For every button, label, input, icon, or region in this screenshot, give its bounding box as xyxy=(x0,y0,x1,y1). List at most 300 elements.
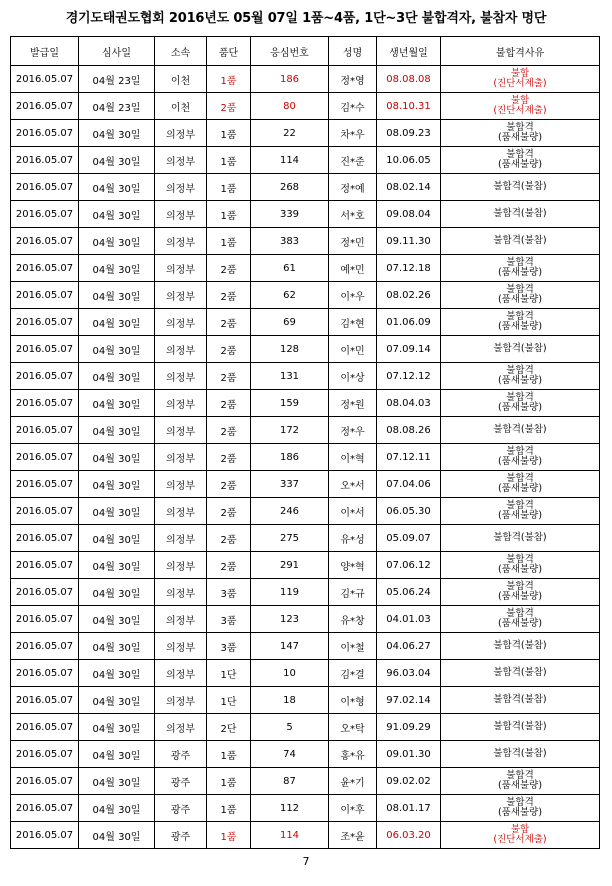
birthdate-cell: 05.06.24 xyxy=(377,579,441,606)
birthdate-cell: 08.04.03 xyxy=(377,390,441,417)
birthdate-cell: 04.01.03 xyxy=(377,606,441,633)
fail-reason-line: 불합격(불참) xyxy=(493,694,547,705)
table-row xyxy=(11,498,600,525)
fail-reason-line: 불합격 xyxy=(506,149,534,160)
fail-reason-cell xyxy=(441,822,600,849)
fail-reason-line: (품새불량) xyxy=(497,267,543,278)
exam-number-cell: 114 xyxy=(251,147,329,174)
issue-date-cell: 2016.05.07 xyxy=(11,498,79,525)
table-row xyxy=(11,471,600,498)
exam-date-cell: 04월 30일 xyxy=(79,444,155,471)
fail-reason-line: 불합격 xyxy=(506,284,534,295)
birthdate-cell: 08.02.26 xyxy=(377,282,441,309)
fail-reason-line: (품새불량) xyxy=(497,375,543,386)
exam-date-cell: 04월 30일 xyxy=(79,552,155,579)
name-cell: 유*성 xyxy=(329,525,377,552)
affiliation-cell: 이천 xyxy=(155,66,207,93)
fail-reason-line: 불합격 xyxy=(506,608,534,619)
fail-reason-line: 불합격 xyxy=(506,554,534,565)
table-row xyxy=(11,687,600,714)
exam-number-cell: 291 xyxy=(251,552,329,579)
name-cell: 정*예 xyxy=(329,174,377,201)
affiliation-cell: 의정부 xyxy=(155,201,207,228)
name-cell: 김*수 xyxy=(329,93,377,120)
fail-reason-line: (진단서제출) xyxy=(493,78,547,89)
table-row xyxy=(11,741,600,768)
exam-number-cell: 383 xyxy=(251,228,329,255)
issue-date-cell: 2016.05.07 xyxy=(11,282,79,309)
fail-reason-cell xyxy=(441,714,600,741)
exam-date-cell: 04월 30일 xyxy=(79,228,155,255)
exam-number-cell: 10 xyxy=(251,660,329,687)
name-cell: 정*민 xyxy=(329,228,377,255)
birthdate-cell: 09.01.30 xyxy=(377,741,441,768)
header-exam-number: 응심번호 xyxy=(251,37,329,66)
fail-reason-cell xyxy=(441,201,600,228)
rank-cell: 1품 xyxy=(207,768,251,795)
table-row xyxy=(11,309,600,336)
rank-cell: 2단 xyxy=(207,714,251,741)
fail-reason-line: (진단서제출) xyxy=(493,105,547,116)
affiliation-cell: 의정부 xyxy=(155,309,207,336)
fail-reason-cell xyxy=(441,687,600,714)
table-row xyxy=(11,363,600,390)
fail-reason-line: 불합격 xyxy=(506,122,534,133)
results-table xyxy=(10,36,600,849)
birthdate-cell: 04.06.27 xyxy=(377,633,441,660)
rank-cell: 1단 xyxy=(207,660,251,687)
exam-date-cell: 04월 30일 xyxy=(79,471,155,498)
issue-date-cell: 2016.05.07 xyxy=(11,309,79,336)
rank-cell: 1품 xyxy=(207,201,251,228)
affiliation-cell: 의정부 xyxy=(155,579,207,606)
exam-number-cell: 112 xyxy=(251,795,329,822)
affiliation-cell: 의정부 xyxy=(155,687,207,714)
name-cell: 유*창 xyxy=(329,606,377,633)
fail-reason-line: 불합격 xyxy=(506,392,534,403)
issue-date-cell: 2016.05.07 xyxy=(11,606,79,633)
exam-number-cell: 5 xyxy=(251,714,329,741)
birthdate-cell: 06.05.30 xyxy=(377,498,441,525)
exam-date-cell: 04월 30일 xyxy=(79,417,155,444)
birthdate-cell: 07.09.14 xyxy=(377,336,441,363)
exam-date-cell: 04월 30일 xyxy=(79,336,155,363)
birthdate-cell: 07.12.11 xyxy=(377,444,441,471)
fail-reason-line: 불합격(불참) xyxy=(493,532,547,543)
exam-date-cell: 04월 30일 xyxy=(79,795,155,822)
table-row xyxy=(11,768,600,795)
table-row xyxy=(11,120,600,147)
fail-reason-line: (품새불량) xyxy=(497,483,543,494)
name-cell: 윤*기 xyxy=(329,768,377,795)
name-cell: 김*현 xyxy=(329,309,377,336)
fail-reason-cell xyxy=(441,552,600,579)
exam-number-cell: 147 xyxy=(251,633,329,660)
fail-reason-line: (품새불량) xyxy=(497,159,543,170)
rank-cell: 1품 xyxy=(207,147,251,174)
issue-date-cell: 2016.05.07 xyxy=(11,147,79,174)
fail-reason-line: 불합 xyxy=(510,95,530,106)
affiliation-cell: 광주 xyxy=(155,768,207,795)
name-cell: 김*결 xyxy=(329,660,377,687)
fail-reason-line: (품새불량) xyxy=(497,456,543,467)
table-row xyxy=(11,93,600,120)
fail-reason-line: 불합격 xyxy=(506,797,534,808)
fail-reason-cell xyxy=(441,147,600,174)
rank-cell: 2품 xyxy=(207,282,251,309)
fail-reason-line: (품새불량) xyxy=(497,294,543,305)
table-header-row xyxy=(11,37,600,66)
rank-cell: 3품 xyxy=(207,606,251,633)
header-issue-date: 발급일 xyxy=(11,37,79,66)
exam-number-cell: 128 xyxy=(251,336,329,363)
issue-date-cell: 2016.05.07 xyxy=(11,741,79,768)
table-body xyxy=(11,66,600,849)
issue-date-cell: 2016.05.07 xyxy=(11,336,79,363)
issue-date-cell: 2016.05.07 xyxy=(11,228,79,255)
fail-reason-cell xyxy=(441,390,600,417)
name-cell: 이*후 xyxy=(329,795,377,822)
birthdate-cell: 07.12.12 xyxy=(377,363,441,390)
affiliation-cell: 광주 xyxy=(155,741,207,768)
issue-date-cell: 2016.05.07 xyxy=(11,633,79,660)
issue-date-cell: 2016.05.07 xyxy=(11,444,79,471)
exam-number-cell: 159 xyxy=(251,390,329,417)
affiliation-cell: 의정부 xyxy=(155,552,207,579)
issue-date-cell: 2016.05.07 xyxy=(11,822,79,849)
name-cell: 이*혁 xyxy=(329,444,377,471)
fail-reason-cell xyxy=(441,228,600,255)
fail-reason-cell xyxy=(441,633,600,660)
birthdate-cell: 07.12.18 xyxy=(377,255,441,282)
table-row xyxy=(11,633,600,660)
birthdate-cell: 08.09.23 xyxy=(377,120,441,147)
issue-date-cell: 2016.05.07 xyxy=(11,579,79,606)
exam-number-cell: 114 xyxy=(251,822,329,849)
fail-reason-line: 불합격(불참) xyxy=(493,748,547,759)
table-row xyxy=(11,282,600,309)
rank-cell: 2품 xyxy=(207,309,251,336)
issue-date-cell: 2016.05.07 xyxy=(11,255,79,282)
issue-date-cell: 2016.05.07 xyxy=(11,714,79,741)
fail-reason-cell xyxy=(441,795,600,822)
fail-reason-line: 불합격 xyxy=(506,500,534,511)
fail-reason-line: 불합격 xyxy=(506,770,534,781)
fail-reason-line: 불합격(불참) xyxy=(493,640,547,651)
birthdate-cell: 96.03.04 xyxy=(377,660,441,687)
rank-cell: 2품 xyxy=(207,390,251,417)
exam-date-cell: 04월 30일 xyxy=(79,579,155,606)
issue-date-cell: 2016.05.07 xyxy=(11,660,79,687)
issue-date-cell: 2016.05.07 xyxy=(11,66,79,93)
exam-number-cell: 337 xyxy=(251,471,329,498)
birthdate-cell: 07.04.06 xyxy=(377,471,441,498)
name-cell: 정*우 xyxy=(329,417,377,444)
fail-reason-cell xyxy=(441,309,600,336)
table-row xyxy=(11,714,600,741)
rank-cell: 2품 xyxy=(207,255,251,282)
fail-reason-line: (품새불량) xyxy=(497,591,543,602)
name-cell: 진*준 xyxy=(329,147,377,174)
affiliation-cell: 의정부 xyxy=(155,147,207,174)
rank-cell: 2품 xyxy=(207,525,251,552)
name-cell: 홍*유 xyxy=(329,741,377,768)
name-cell: 서*호 xyxy=(329,201,377,228)
table-row xyxy=(11,552,600,579)
table-row xyxy=(11,417,600,444)
table-row xyxy=(11,336,600,363)
exam-number-cell: 186 xyxy=(251,66,329,93)
rank-cell: 2품 xyxy=(207,336,251,363)
exam-number-cell: 61 xyxy=(251,255,329,282)
page-number: 7 xyxy=(302,855,310,868)
name-cell: 이*우 xyxy=(329,282,377,309)
fail-reason-cell xyxy=(441,174,600,201)
affiliation-cell: 이천 xyxy=(155,93,207,120)
exam-number-cell: 80 xyxy=(251,93,329,120)
name-cell: 조*윤 xyxy=(329,822,377,849)
fail-reason-line: (품새불량) xyxy=(497,402,543,413)
table-row xyxy=(11,174,600,201)
rank-cell: 2품 xyxy=(207,93,251,120)
fail-reason-cell xyxy=(441,282,600,309)
exam-date-cell: 04월 23일 xyxy=(79,66,155,93)
fail-reason-line: (품새불량) xyxy=(497,321,543,332)
affiliation-cell: 의정부 xyxy=(155,336,207,363)
table-row xyxy=(11,579,600,606)
fail-reason-line: (품새불량) xyxy=(497,780,543,791)
fail-reason-line: 불합격(불참) xyxy=(493,721,547,732)
fail-reason-cell xyxy=(441,606,600,633)
exam-date-cell: 04월 30일 xyxy=(79,255,155,282)
issue-date-cell: 2016.05.07 xyxy=(11,93,79,120)
issue-date-cell: 2016.05.07 xyxy=(11,795,79,822)
fail-reason-cell xyxy=(441,66,600,93)
table-row xyxy=(11,660,600,687)
birthdate-cell: 08.01.17 xyxy=(377,795,441,822)
exam-number-cell: 62 xyxy=(251,282,329,309)
exam-date-cell: 04월 30일 xyxy=(79,768,155,795)
exam-date-cell: 04월 23일 xyxy=(79,93,155,120)
fail-reason-cell xyxy=(441,498,600,525)
exam-number-cell: 268 xyxy=(251,174,329,201)
fail-reason-line: 불합격 xyxy=(506,311,534,322)
issue-date-cell: 2016.05.07 xyxy=(11,390,79,417)
exam-number-cell: 246 xyxy=(251,498,329,525)
fail-reason-cell xyxy=(441,444,600,471)
rank-cell: 2품 xyxy=(207,417,251,444)
exam-date-cell: 04월 30일 xyxy=(79,741,155,768)
table-row xyxy=(11,795,600,822)
affiliation-cell: 의정부 xyxy=(155,606,207,633)
affiliation-cell: 의정부 xyxy=(155,282,207,309)
name-cell: 정*영 xyxy=(329,66,377,93)
issue-date-cell: 2016.05.07 xyxy=(11,552,79,579)
fail-reason-line: (품새불량) xyxy=(497,564,543,575)
issue-date-cell: 2016.05.07 xyxy=(11,417,79,444)
rank-cell: 1품 xyxy=(207,795,251,822)
rank-cell: 1품 xyxy=(207,66,251,93)
affiliation-cell: 의정부 xyxy=(155,660,207,687)
exam-number-cell: 186 xyxy=(251,444,329,471)
exam-number-cell: 87 xyxy=(251,768,329,795)
header-exam-date: 심사일 xyxy=(79,37,155,66)
table-row xyxy=(11,255,600,282)
fail-reason-cell xyxy=(441,660,600,687)
affiliation-cell: 의정부 xyxy=(155,714,207,741)
fail-reason-cell xyxy=(441,120,600,147)
exam-date-cell: 04월 30일 xyxy=(79,498,155,525)
birthdate-cell: 08.08.26 xyxy=(377,417,441,444)
birthdate-cell: 07.06.12 xyxy=(377,552,441,579)
header-affiliation: 소속 xyxy=(155,37,207,66)
fail-reason-cell xyxy=(441,525,600,552)
birthdate-cell: 09.08.04 xyxy=(377,201,441,228)
fail-reason-cell xyxy=(441,93,600,120)
header-birthdate: 생년월일 xyxy=(377,37,441,66)
birthdate-cell: 97.02.14 xyxy=(377,687,441,714)
fail-reason-cell xyxy=(441,255,600,282)
name-cell: 오*서 xyxy=(329,471,377,498)
name-cell: 정*원 xyxy=(329,390,377,417)
exam-number-cell: 131 xyxy=(251,363,329,390)
fail-reason-line: 불합격 xyxy=(506,365,534,376)
exam-number-cell: 275 xyxy=(251,525,329,552)
rank-cell: 1품 xyxy=(207,741,251,768)
issue-date-cell: 2016.05.07 xyxy=(11,471,79,498)
name-cell: 양*혁 xyxy=(329,552,377,579)
issue-date-cell: 2016.05.07 xyxy=(11,120,79,147)
fail-reason-line: 불합 xyxy=(510,68,530,79)
affiliation-cell: 의정부 xyxy=(155,417,207,444)
name-cell: 이*철 xyxy=(329,633,377,660)
fail-reason-cell xyxy=(441,741,600,768)
affiliation-cell: 광주 xyxy=(155,795,207,822)
exam-number-cell: 22 xyxy=(251,120,329,147)
header-rank: 품단 xyxy=(207,37,251,66)
rank-cell: 2품 xyxy=(207,498,251,525)
name-cell: 이*상 xyxy=(329,363,377,390)
exam-number-cell: 339 xyxy=(251,201,329,228)
birthdate-cell: 06.03.20 xyxy=(377,822,441,849)
name-cell: 이*서 xyxy=(329,498,377,525)
rank-cell: 1품 xyxy=(207,120,251,147)
name-cell: 김*규 xyxy=(329,579,377,606)
affiliation-cell: 의정부 xyxy=(155,255,207,282)
header-fail-reason: 불합격사유 xyxy=(441,37,600,66)
birthdate-cell: 08.08.08 xyxy=(377,66,441,93)
fail-reason-line: 불합격(불참) xyxy=(493,667,547,678)
birthdate-cell: 10.06.05 xyxy=(377,147,441,174)
exam-number-cell: 123 xyxy=(251,606,329,633)
fail-reason-line: 불합 xyxy=(510,824,530,835)
header-name: 성명 xyxy=(329,37,377,66)
fail-reason-cell xyxy=(441,471,600,498)
fail-reason-line: (품새불량) xyxy=(497,510,543,521)
exam-date-cell: 04월 30일 xyxy=(79,282,155,309)
exam-date-cell: 04월 30일 xyxy=(79,174,155,201)
table-row xyxy=(11,66,600,93)
fail-reason-line: 불합격 xyxy=(506,581,534,592)
name-cell: 이*민 xyxy=(329,336,377,363)
affiliation-cell: 의정부 xyxy=(155,390,207,417)
exam-date-cell: 04월 30일 xyxy=(79,606,155,633)
table-row xyxy=(11,228,600,255)
affiliation-cell: 의정부 xyxy=(155,363,207,390)
affiliation-cell: 의정부 xyxy=(155,228,207,255)
table-row xyxy=(11,606,600,633)
exam-date-cell: 04월 30일 xyxy=(79,687,155,714)
fail-reason-line: (품새불량) xyxy=(497,132,543,143)
name-cell: 오*탁 xyxy=(329,714,377,741)
affiliation-cell: 의정부 xyxy=(155,471,207,498)
table-row xyxy=(11,444,600,471)
issue-date-cell: 2016.05.07 xyxy=(11,363,79,390)
fail-reason-line: 불합격 xyxy=(506,257,534,268)
exam-number-cell: 18 xyxy=(251,687,329,714)
rank-cell: 1품 xyxy=(207,174,251,201)
exam-date-cell: 04월 30일 xyxy=(79,309,155,336)
affiliation-cell: 광주 xyxy=(155,822,207,849)
issue-date-cell: 2016.05.07 xyxy=(11,525,79,552)
birthdate-cell: 05.09.07 xyxy=(377,525,441,552)
affiliation-cell: 의정부 xyxy=(155,498,207,525)
affiliation-cell: 의정부 xyxy=(155,525,207,552)
rank-cell: 2품 xyxy=(207,444,251,471)
fail-reason-line: (진단서제출) xyxy=(493,834,547,845)
fail-reason-cell xyxy=(441,336,600,363)
fail-reason-line: 불합격(불참) xyxy=(493,343,547,354)
affiliation-cell: 의정부 xyxy=(155,633,207,660)
exam-date-cell: 04월 30일 xyxy=(79,660,155,687)
rank-cell: 3품 xyxy=(207,633,251,660)
birthdate-cell: 09.02.02 xyxy=(377,768,441,795)
fail-reason-line: (품새불량) xyxy=(497,618,543,629)
exam-date-cell: 04월 30일 xyxy=(79,201,155,228)
birthdate-cell: 91.09.29 xyxy=(377,714,441,741)
affiliation-cell: 의정부 xyxy=(155,174,207,201)
fail-reason-cell xyxy=(441,363,600,390)
birthdate-cell: 09.11.30 xyxy=(377,228,441,255)
issue-date-cell: 2016.05.07 xyxy=(11,201,79,228)
table-row xyxy=(11,525,600,552)
fail-reason-line: 불합격(불참) xyxy=(493,235,547,246)
exam-date-cell: 04월 30일 xyxy=(79,633,155,660)
fail-reason-cell xyxy=(441,768,600,795)
exam-number-cell: 172 xyxy=(251,417,329,444)
exam-number-cell: 119 xyxy=(251,579,329,606)
affiliation-cell: 의정부 xyxy=(155,444,207,471)
affiliation-cell: 의정부 xyxy=(155,120,207,147)
issue-date-cell: 2016.05.07 xyxy=(11,174,79,201)
table-row xyxy=(11,147,600,174)
table-row xyxy=(11,390,600,417)
fail-reason-line: 불합격 xyxy=(506,473,534,484)
rank-cell: 2품 xyxy=(207,471,251,498)
fail-reason-line: 불합격(불참) xyxy=(493,424,547,435)
fail-reason-line: 불합격(불참) xyxy=(493,208,547,219)
fail-reason-line: 불합격(불참) xyxy=(493,181,547,192)
exam-date-cell: 04월 30일 xyxy=(79,120,155,147)
fail-reason-cell xyxy=(441,579,600,606)
table-row xyxy=(11,822,600,849)
exam-date-cell: 04월 30일 xyxy=(79,714,155,741)
exam-number-cell: 74 xyxy=(251,741,329,768)
birthdate-cell: 08.02.14 xyxy=(377,174,441,201)
name-cell: 차*우 xyxy=(329,120,377,147)
fail-reason-line: 불합격 xyxy=(506,446,534,457)
document-title: 경기도태권도협회 2016년도 05월 07일 1품~4품, 1단~3단 불합격자, 불참자 명단 xyxy=(65,11,547,26)
